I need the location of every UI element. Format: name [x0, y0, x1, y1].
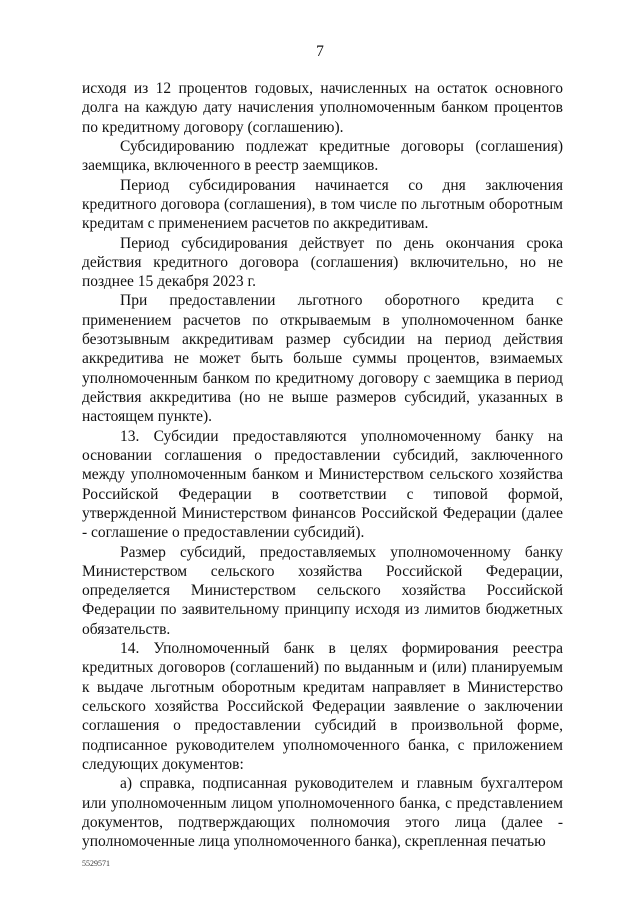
paragraph-subsidy-period-start: Период субсидирования начинается со дня заключения кредитного договора (соглашения), в том числе по льготным оборотным кредитам с применением расчетов по аккредитивам. [82, 176, 563, 233]
document-id: 5529571 [82, 859, 110, 868]
page-number: 7 [316, 43, 324, 60]
paragraph-subsidy-period-end: Период субсидирования действует по день окончания срока действия кредитного договора (соглашения) включительно, но не позднее 15 декабря 2023 г. [82, 234, 563, 291]
paragraph-subsidy-amount: Размер субсидий, предоставляемых уполномоченному банку Министерством сельского хозяйства Российской Федерации, определяется Министерством сельского хозяйства Российской Федерации по заявительному принципу исходя из лимитов бюджетных обязательств. [82, 543, 563, 638]
paragraph-subsidized-agreements: Субсидированию подлежат кредитные договоры (соглашения) заемщика, включенного в реестр заемщиков. [82, 137, 563, 175]
paragraph-clause-14: 14. Уполномоченный банк в целях формирования реестра кредитных договоров (соглашений) по выданным и (или) планируемым к выдаче льготным оборотным кредитам направляет в Министерство сельского хозяйства Российской Федерации заявление о заключении соглашения о предоставлении субсидий в произвольной форме, подписанное руководителем уполномоченного банка, с приложением следующих документов: [82, 640, 563, 773]
paragraph-clause-13: 13. Субсидии предоставляются уполномоченному банку на основании соглашения о предоставлении субсидий, заключенного между уполномоченным банком и Министерством сельского хозяйства Российской Федерации в соответствии с типовой формой, утвержденной Министерством финансов Российской Федерации (далее - соглашение о предоставлении субсидий). [82, 427, 563, 542]
document-body [82, 79, 563, 852]
paragraph-letter-of-credit: При предоставлении льготного оборотного кредита с применением расчетов по открываемым в уполномоченном банке безотзывным аккредитивам размер субсидии на период действия аккредитива не может быть больше суммы процентов, взимаемых уполномоченным банком по кредитному договору с заемщика в период действия аккредитива (но не выше размеров субсидий, указанных в настоящем пункте). [82, 292, 563, 426]
paragraph-interest-calculation: исходя из 12 процентов годовых, начисленных на остаток основного долга на каждую дату начисления уполномоченным банком процентов по кредитному договору (соглашению). [82, 80, 563, 136]
paragraph-item-a: а) справка, подписанная руководителем и главным бухгалтером или уполномоченным лицом уполномоченного банка, с представлением документов, подтверждающих полномочия этого лица (далее - уполномоченные лица уполномоченного банка), скрепленная печатью [82, 775, 563, 851]
